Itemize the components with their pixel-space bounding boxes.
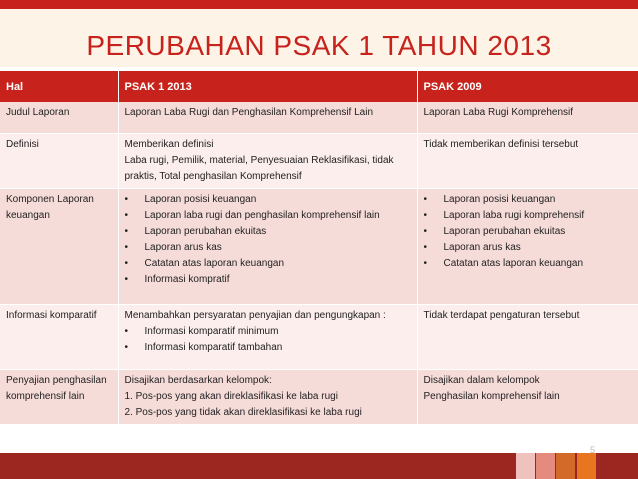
row-label: Definisi (6, 138, 39, 150)
cell-psak-2013 (118, 304, 417, 369)
cell-text: 1. Pos-pos yang akan direklasifikasi ke laba rugi (124, 390, 338, 402)
cell-text: Disajikan berdasarkan kelompok: (124, 374, 272, 386)
bullet-list (125, 192, 411, 288)
bullet-item: • Informasi kompratif (125, 272, 411, 288)
cell-hal (0, 304, 118, 369)
header-hal: Hal (0, 71, 118, 102)
cell-psak-2009 (417, 102, 638, 133)
cell-hal (0, 188, 118, 304)
cell-psak-2009 (417, 133, 638, 188)
cell-text: Laporan Laba Rugi dan Penghasilan Komprehensif Lain (124, 107, 374, 118)
header-psak-2009: PSAK 2009 (417, 71, 638, 102)
table-row (0, 304, 638, 369)
slide-title: PERUBAHAN PSAK 1 TAHUN 2013 (86, 30, 552, 61)
cell-text: Memberikan definisi (124, 138, 214, 150)
bullet-item: • Informasi komparatif tambahan (125, 340, 411, 356)
top-accent-bar (0, 0, 638, 9)
bullet-list (424, 192, 632, 272)
cell-text: Laba rugi, Pemilik, material, Penyesuaian Reklasifikasi, tidak praktis, Total penghasilan Komprehensif (124, 154, 394, 182)
decor-square (516, 453, 535, 479)
cell-psak-2013 (118, 133, 417, 188)
cell-text: Menambahkan persyaratan penyajian dan pengungkapan : (124, 309, 386, 321)
cell-psak-2009 (417, 369, 638, 424)
cell-hal (0, 133, 118, 188)
decor-square (536, 453, 555, 479)
bullet-item: • Informasi komparatif minimum (125, 324, 411, 340)
cell-psak-2009 (417, 304, 638, 369)
cell-text: Laporan Laba Rugi Komprehensif (423, 107, 574, 118)
decor-square (577, 453, 596, 479)
comparison-table (0, 71, 638, 425)
bullet-list (125, 324, 411, 356)
bullet-item: • Catatan atas laporan keuangan (125, 256, 411, 272)
bullet-item: • Catatan atas laporan keuangan (424, 256, 632, 272)
cell-text: Penghasilan komprehensif lain (423, 390, 560, 402)
table-row (0, 133, 638, 188)
cell-hal (0, 369, 118, 424)
cell-hal (0, 102, 118, 133)
cell-psak-2009 (417, 188, 638, 304)
row-label: Judul Laporan (6, 107, 70, 118)
bullet-item: • Laporan laba rugi dan penghasilan komprehensif lain (125, 208, 411, 224)
bullet-item: • Laporan perubahan ekuitas (125, 224, 411, 240)
page-number: 5 (590, 445, 596, 455)
table-row (0, 188, 638, 304)
cell-text: Tidak terdapat pengaturan tersebut (423, 309, 580, 321)
bullet-item: • Laporan perubahan ekuitas (424, 224, 632, 240)
row-label: Informasi komparatif (6, 309, 97, 321)
row-label: Komponen Laporan keuangan (6, 193, 94, 221)
bullet-item: • Laporan arus kas (424, 240, 632, 256)
cell-text: Disajikan dalam kelompok (423, 374, 540, 386)
table-row (0, 369, 638, 424)
bullet-item: • Laporan laba rugi komprehensif (424, 208, 632, 224)
cell-psak-2013 (118, 188, 417, 304)
bullet-item: • Laporan posisi keuangan (424, 192, 632, 208)
bullet-item: • Laporan posisi keuangan (125, 192, 411, 208)
cell-text: Tidak memberikan definisi tersebut (423, 138, 579, 150)
cell-text: 2. Pos-pos yang tidak akan direklasifikasi ke laba rugi (124, 406, 362, 418)
table-header-row (0, 71, 638, 102)
table-row (0, 102, 638, 133)
decor-square (556, 453, 575, 479)
cell-psak-2013 (118, 102, 417, 133)
row-label: Penyajian penghasilan komprehensif lain (6, 374, 107, 402)
header-psak-2013: PSAK 1 2013 (118, 71, 417, 102)
bullet-item: • Laporan arus kas (125, 240, 411, 256)
cell-psak-2013 (118, 369, 417, 424)
